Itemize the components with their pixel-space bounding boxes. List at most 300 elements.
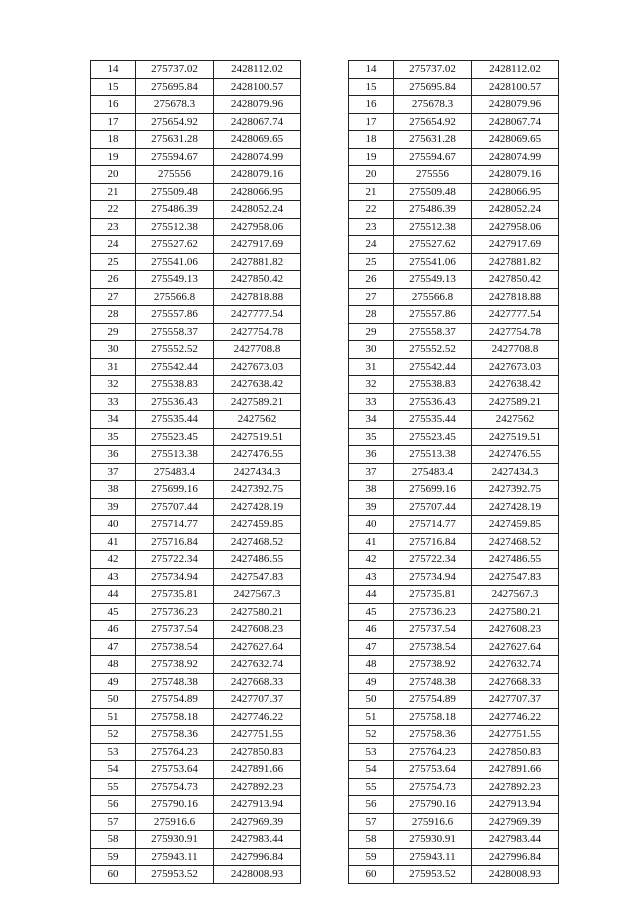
table-row <box>349 726 559 744</box>
y-coordinate-cell: 2427917.69 <box>214 236 301 254</box>
table-row <box>349 761 559 779</box>
table-row <box>349 376 559 394</box>
table-row <box>349 428 559 446</box>
point-number-cell: 26 <box>91 271 136 289</box>
table-row <box>91 866 301 884</box>
y-coordinate-cell: 2427459.85 <box>214 516 301 534</box>
table-row <box>349 183 559 201</box>
table-row <box>349 866 559 884</box>
point-number-cell: 34 <box>349 411 394 429</box>
y-coordinate-cell: 2427673.03 <box>214 358 301 376</box>
point-number-cell: 35 <box>349 428 394 446</box>
point-number-cell: 39 <box>349 498 394 516</box>
x-coordinate-cell: 275557.86 <box>394 306 472 324</box>
table-row <box>91 411 301 429</box>
y-coordinate-cell: 2428069.65 <box>214 131 301 149</box>
table-row <box>349 96 559 114</box>
point-number-cell: 45 <box>91 603 136 621</box>
x-coordinate-cell: 275486.39 <box>136 201 214 219</box>
table-row <box>349 796 559 814</box>
point-number-cell: 54 <box>91 761 136 779</box>
table-row <box>91 288 301 306</box>
point-number-cell: 19 <box>91 148 136 166</box>
x-coordinate-cell: 275527.62 <box>136 236 214 254</box>
y-coordinate-cell: 2427632.74 <box>472 656 559 674</box>
y-coordinate-cell: 2428066.95 <box>214 183 301 201</box>
x-coordinate-cell: 275536.43 <box>136 393 214 411</box>
table-row <box>91 428 301 446</box>
y-coordinate-cell: 2427562 <box>214 411 301 429</box>
y-coordinate-cell: 2427567.3 <box>472 586 559 604</box>
x-coordinate-cell: 275552.52 <box>136 341 214 359</box>
y-coordinate-cell: 2427476.55 <box>472 446 559 464</box>
table-row <box>91 638 301 656</box>
y-coordinate-cell: 2427913.94 <box>214 796 301 814</box>
x-coordinate-cell: 275722.34 <box>394 551 472 569</box>
x-coordinate-cell: 275566.8 <box>394 288 472 306</box>
table-row <box>91 236 301 254</box>
point-number-cell: 36 <box>349 446 394 464</box>
x-coordinate-cell: 275558.37 <box>394 323 472 341</box>
point-number-cell: 55 <box>91 778 136 796</box>
table-row <box>91 61 301 79</box>
x-coordinate-cell: 275953.52 <box>394 866 472 884</box>
point-number-cell: 37 <box>349 463 394 481</box>
x-coordinate-cell: 275542.44 <box>394 358 472 376</box>
y-coordinate-cell: 2427917.69 <box>472 236 559 254</box>
x-coordinate-cell: 275538.83 <box>394 376 472 394</box>
x-coordinate-cell: 275558.37 <box>136 323 214 341</box>
point-number-cell: 55 <box>349 778 394 796</box>
y-coordinate-cell: 2428112.02 <box>472 61 559 79</box>
x-coordinate-cell: 275707.44 <box>394 498 472 516</box>
x-coordinate-cell: 275738.92 <box>136 656 214 674</box>
x-coordinate-cell: 275549.13 <box>136 271 214 289</box>
point-number-cell: 23 <box>349 218 394 236</box>
point-number-cell: 56 <box>91 796 136 814</box>
point-number-cell: 37 <box>91 463 136 481</box>
y-coordinate-cell: 2427850.42 <box>472 271 559 289</box>
x-coordinate-cell: 275714.77 <box>136 516 214 534</box>
table-row <box>349 201 559 219</box>
table-row <box>91 218 301 236</box>
point-number-cell: 47 <box>91 638 136 656</box>
x-coordinate-cell: 275541.06 <box>394 253 472 271</box>
x-coordinate-cell: 275513.38 <box>136 446 214 464</box>
table-row <box>349 236 559 254</box>
x-coordinate-cell: 275736.23 <box>136 603 214 621</box>
y-coordinate-cell: 2427562 <box>472 411 559 429</box>
point-number-cell: 24 <box>91 236 136 254</box>
point-number-cell: 42 <box>349 551 394 569</box>
point-number-cell: 52 <box>91 726 136 744</box>
point-number-cell: 16 <box>349 96 394 114</box>
table-row <box>349 78 559 96</box>
y-coordinate-cell: 2427708.8 <box>214 341 301 359</box>
y-coordinate-cell: 2427746.22 <box>214 708 301 726</box>
y-coordinate-cell: 2428074.99 <box>472 148 559 166</box>
x-coordinate-cell: 275953.52 <box>136 866 214 884</box>
table-row <box>349 271 559 289</box>
x-coordinate-cell: 275678.3 <box>136 96 214 114</box>
x-coordinate-cell: 275737.02 <box>394 61 472 79</box>
table-row <box>91 568 301 586</box>
point-number-cell: 51 <box>349 708 394 726</box>
point-number-cell: 17 <box>349 113 394 131</box>
table-row <box>349 656 559 674</box>
point-number-cell: 15 <box>91 78 136 96</box>
x-coordinate-cell: 275631.28 <box>394 131 472 149</box>
y-coordinate-cell: 2428008.93 <box>472 866 559 884</box>
point-number-cell: 20 <box>91 166 136 184</box>
table-row <box>349 253 559 271</box>
x-coordinate-cell: 275483.4 <box>394 463 472 481</box>
y-coordinate-cell: 2428008.93 <box>214 866 301 884</box>
y-coordinate-cell: 2427547.83 <box>472 568 559 586</box>
point-number-cell: 14 <box>91 61 136 79</box>
y-coordinate-cell: 2427891.66 <box>472 761 559 779</box>
y-coordinate-cell: 2427892.23 <box>472 778 559 796</box>
point-number-cell: 44 <box>91 586 136 604</box>
point-number-cell: 56 <box>349 796 394 814</box>
x-coordinate-cell: 275512.38 <box>394 218 472 236</box>
point-number-cell: 29 <box>91 323 136 341</box>
point-number-cell: 22 <box>91 201 136 219</box>
table-row <box>91 586 301 604</box>
x-coordinate-cell: 275556 <box>136 166 214 184</box>
y-coordinate-cell: 2427627.64 <box>214 638 301 656</box>
table-row <box>349 498 559 516</box>
table-row <box>349 691 559 709</box>
table-row <box>91 131 301 149</box>
y-coordinate-cell: 2427580.21 <box>472 603 559 621</box>
y-coordinate-cell: 2427818.88 <box>472 288 559 306</box>
y-coordinate-cell: 2427850.42 <box>214 271 301 289</box>
point-number-cell: 25 <box>91 253 136 271</box>
point-number-cell: 51 <box>91 708 136 726</box>
table-row <box>91 778 301 796</box>
table-row <box>91 761 301 779</box>
x-coordinate-cell: 275483.4 <box>136 463 214 481</box>
y-coordinate-cell: 2427777.54 <box>214 306 301 324</box>
y-coordinate-cell: 2427983.44 <box>472 831 559 849</box>
table-row <box>349 638 559 656</box>
y-coordinate-cell: 2427547.83 <box>214 568 301 586</box>
x-coordinate-cell: 275536.43 <box>394 393 472 411</box>
x-coordinate-cell: 275734.94 <box>136 568 214 586</box>
y-coordinate-cell: 2427746.22 <box>472 708 559 726</box>
point-number-cell: 39 <box>91 498 136 516</box>
y-coordinate-cell: 2428079.96 <box>214 96 301 114</box>
x-coordinate-cell: 275527.62 <box>394 236 472 254</box>
y-coordinate-cell: 2428052.24 <box>472 201 559 219</box>
table-row <box>349 848 559 866</box>
y-coordinate-cell: 2427519.51 <box>472 428 559 446</box>
table-row <box>91 341 301 359</box>
x-coordinate-cell: 275748.38 <box>136 673 214 691</box>
x-coordinate-cell: 275542.44 <box>136 358 214 376</box>
y-coordinate-cell: 2427608.23 <box>214 621 301 639</box>
x-coordinate-cell: 275541.06 <box>136 253 214 271</box>
x-coordinate-cell: 275678.3 <box>394 96 472 114</box>
x-coordinate-cell: 275758.18 <box>394 708 472 726</box>
x-coordinate-cell: 275695.84 <box>394 78 472 96</box>
x-coordinate-cell: 275754.73 <box>394 778 472 796</box>
y-coordinate-cell: 2427476.55 <box>214 446 301 464</box>
point-number-cell: 31 <box>349 358 394 376</box>
point-number-cell: 60 <box>91 866 136 884</box>
x-coordinate-cell: 275790.16 <box>136 796 214 814</box>
x-coordinate-cell: 275754.73 <box>136 778 214 796</box>
table-row <box>91 463 301 481</box>
table-row <box>91 393 301 411</box>
table-row <box>349 61 559 79</box>
table-row <box>91 446 301 464</box>
table-row <box>91 516 301 534</box>
x-coordinate-cell: 275556 <box>394 166 472 184</box>
y-coordinate-cell: 2427638.42 <box>214 376 301 394</box>
x-coordinate-cell: 275707.44 <box>136 498 214 516</box>
table-row <box>349 131 559 149</box>
point-number-cell: 58 <box>91 831 136 849</box>
table-row <box>91 481 301 499</box>
point-number-cell: 24 <box>349 236 394 254</box>
point-number-cell: 27 <box>349 288 394 306</box>
table-row <box>91 201 301 219</box>
x-coordinate-cell: 275753.64 <box>136 761 214 779</box>
y-coordinate-cell: 2427468.52 <box>472 533 559 551</box>
table-row <box>91 551 301 569</box>
x-coordinate-cell: 275737.02 <box>136 61 214 79</box>
point-number-cell: 52 <box>349 726 394 744</box>
point-number-cell: 38 <box>349 481 394 499</box>
y-coordinate-cell: 2427392.75 <box>472 481 559 499</box>
y-coordinate-cell: 2427751.55 <box>214 726 301 744</box>
y-coordinate-cell: 2428079.16 <box>214 166 301 184</box>
y-coordinate-cell: 2427392.75 <box>214 481 301 499</box>
table-row <box>91 253 301 271</box>
table-row <box>349 621 559 639</box>
table-row <box>91 323 301 341</box>
y-coordinate-cell: 2427850.83 <box>214 743 301 761</box>
y-coordinate-cell: 2427754.78 <box>472 323 559 341</box>
table-row <box>91 813 301 831</box>
point-number-cell: 50 <box>91 691 136 709</box>
y-coordinate-cell: 2427707.37 <box>472 691 559 709</box>
point-number-cell: 35 <box>91 428 136 446</box>
point-number-cell: 18 <box>349 131 394 149</box>
y-coordinate-cell: 2427777.54 <box>472 306 559 324</box>
x-coordinate-cell: 275738.54 <box>136 638 214 656</box>
y-coordinate-cell: 2427486.55 <box>472 551 559 569</box>
x-coordinate-cell: 275758.18 <box>136 708 214 726</box>
point-number-cell: 28 <box>349 306 394 324</box>
table-row <box>91 166 301 184</box>
table-row <box>91 673 301 691</box>
point-number-cell: 26 <box>349 271 394 289</box>
y-coordinate-cell: 2428100.57 <box>214 78 301 96</box>
y-coordinate-cell: 2427486.55 <box>214 551 301 569</box>
table-row <box>349 516 559 534</box>
y-coordinate-cell: 2427589.21 <box>214 393 301 411</box>
coordinate-table-right <box>348 60 559 884</box>
x-coordinate-cell: 275735.81 <box>394 586 472 604</box>
point-number-cell: 40 <box>91 516 136 534</box>
y-coordinate-cell: 2427668.33 <box>214 673 301 691</box>
table-row <box>91 96 301 114</box>
y-coordinate-cell: 2427958.06 <box>214 218 301 236</box>
point-number-cell: 34 <box>91 411 136 429</box>
x-coordinate-cell: 275535.44 <box>136 411 214 429</box>
y-coordinate-cell: 2427850.83 <box>472 743 559 761</box>
y-coordinate-cell: 2428079.96 <box>472 96 559 114</box>
x-coordinate-cell: 275512.38 <box>136 218 214 236</box>
point-number-cell: 54 <box>349 761 394 779</box>
table-row <box>349 411 559 429</box>
table-row <box>349 813 559 831</box>
x-coordinate-cell: 275654.92 <box>394 113 472 131</box>
table-row <box>349 533 559 551</box>
point-number-cell: 43 <box>349 568 394 586</box>
y-coordinate-cell: 2428066.95 <box>472 183 559 201</box>
table-row <box>91 831 301 849</box>
table-row <box>91 78 301 96</box>
y-coordinate-cell: 2427459.85 <box>472 516 559 534</box>
y-coordinate-cell: 2427567.3 <box>214 586 301 604</box>
y-coordinate-cell: 2427627.64 <box>472 638 559 656</box>
table-row <box>349 551 559 569</box>
table-row <box>349 708 559 726</box>
x-coordinate-cell: 275930.91 <box>394 831 472 849</box>
table-row <box>349 568 559 586</box>
table-row <box>91 691 301 709</box>
y-coordinate-cell: 2427754.78 <box>214 323 301 341</box>
y-coordinate-cell: 2427638.42 <box>472 376 559 394</box>
point-number-cell: 46 <box>91 621 136 639</box>
y-coordinate-cell: 2428067.74 <box>214 113 301 131</box>
y-coordinate-cell: 2427632.74 <box>214 656 301 674</box>
y-coordinate-cell: 2427983.44 <box>214 831 301 849</box>
x-coordinate-cell: 275535.44 <box>394 411 472 429</box>
table-row <box>91 743 301 761</box>
point-number-cell: 41 <box>91 533 136 551</box>
point-number-cell: 57 <box>349 813 394 831</box>
y-coordinate-cell: 2428112.02 <box>214 61 301 79</box>
point-number-cell: 48 <box>91 656 136 674</box>
x-coordinate-cell: 275714.77 <box>394 516 472 534</box>
point-number-cell: 22 <box>349 201 394 219</box>
point-number-cell: 33 <box>91 393 136 411</box>
point-number-cell: 50 <box>349 691 394 709</box>
x-coordinate-cell: 275513.38 <box>394 446 472 464</box>
y-coordinate-cell: 2427707.37 <box>214 691 301 709</box>
x-coordinate-cell: 275736.23 <box>394 603 472 621</box>
point-number-cell: 23 <box>91 218 136 236</box>
x-coordinate-cell: 275758.36 <box>394 726 472 744</box>
x-coordinate-cell: 275699.16 <box>394 481 472 499</box>
table-row <box>349 113 559 131</box>
point-number-cell: 40 <box>349 516 394 534</box>
x-coordinate-cell: 275764.23 <box>394 743 472 761</box>
point-number-cell: 59 <box>349 848 394 866</box>
point-number-cell: 17 <box>91 113 136 131</box>
x-coordinate-cell: 275722.34 <box>136 551 214 569</box>
y-coordinate-cell: 2427751.55 <box>472 726 559 744</box>
table-row <box>349 743 559 761</box>
y-coordinate-cell: 2428069.65 <box>472 131 559 149</box>
x-coordinate-cell: 275916.6 <box>394 813 472 831</box>
point-number-cell: 29 <box>349 323 394 341</box>
table-row <box>349 166 559 184</box>
table-body <box>91 61 301 884</box>
point-number-cell: 53 <box>349 743 394 761</box>
y-coordinate-cell: 2428079.16 <box>472 166 559 184</box>
y-coordinate-cell: 2427519.51 <box>214 428 301 446</box>
point-number-cell: 33 <box>349 393 394 411</box>
table-row <box>91 306 301 324</box>
y-coordinate-cell: 2427892.23 <box>214 778 301 796</box>
point-number-cell: 25 <box>349 253 394 271</box>
y-coordinate-cell: 2427434.3 <box>214 463 301 481</box>
table-row <box>91 708 301 726</box>
y-coordinate-cell: 2427969.39 <box>472 813 559 831</box>
table-row <box>349 778 559 796</box>
x-coordinate-cell: 275716.84 <box>394 533 472 551</box>
y-coordinate-cell: 2427996.84 <box>214 848 301 866</box>
point-number-cell: 46 <box>349 621 394 639</box>
point-number-cell: 42 <box>91 551 136 569</box>
point-number-cell: 15 <box>349 78 394 96</box>
y-coordinate-cell: 2427969.39 <box>214 813 301 831</box>
point-number-cell: 60 <box>349 866 394 884</box>
x-coordinate-cell: 275943.11 <box>136 848 214 866</box>
table-row <box>349 323 559 341</box>
table-row <box>349 306 559 324</box>
point-number-cell: 27 <box>91 288 136 306</box>
table-row <box>91 726 301 744</box>
table-row <box>91 621 301 639</box>
y-coordinate-cell: 2428067.74 <box>472 113 559 131</box>
table-row <box>91 113 301 131</box>
x-coordinate-cell: 275790.16 <box>394 796 472 814</box>
table-row <box>349 463 559 481</box>
point-number-cell: 21 <box>349 183 394 201</box>
y-coordinate-cell: 2427881.82 <box>214 253 301 271</box>
x-coordinate-cell: 275753.64 <box>394 761 472 779</box>
point-number-cell: 59 <box>91 848 136 866</box>
x-coordinate-cell: 275738.54 <box>394 638 472 656</box>
x-coordinate-cell: 275509.48 <box>394 183 472 201</box>
x-coordinate-cell: 275943.11 <box>394 848 472 866</box>
coordinate-table-left <box>90 60 301 884</box>
y-coordinate-cell: 2427996.84 <box>472 848 559 866</box>
table-row <box>349 446 559 464</box>
y-coordinate-cell: 2427468.52 <box>214 533 301 551</box>
point-number-cell: 49 <box>349 673 394 691</box>
y-coordinate-cell: 2427891.66 <box>214 761 301 779</box>
y-coordinate-cell: 2428100.57 <box>472 78 559 96</box>
table-row <box>91 271 301 289</box>
y-coordinate-cell: 2427589.21 <box>472 393 559 411</box>
x-coordinate-cell: 275654.92 <box>136 113 214 131</box>
y-coordinate-cell: 2427913.94 <box>472 796 559 814</box>
table-row <box>91 376 301 394</box>
point-number-cell: 45 <box>349 603 394 621</box>
x-coordinate-cell: 275552.52 <box>394 341 472 359</box>
x-coordinate-cell: 275735.81 <box>136 586 214 604</box>
table-row <box>349 586 559 604</box>
x-coordinate-cell: 275695.84 <box>136 78 214 96</box>
